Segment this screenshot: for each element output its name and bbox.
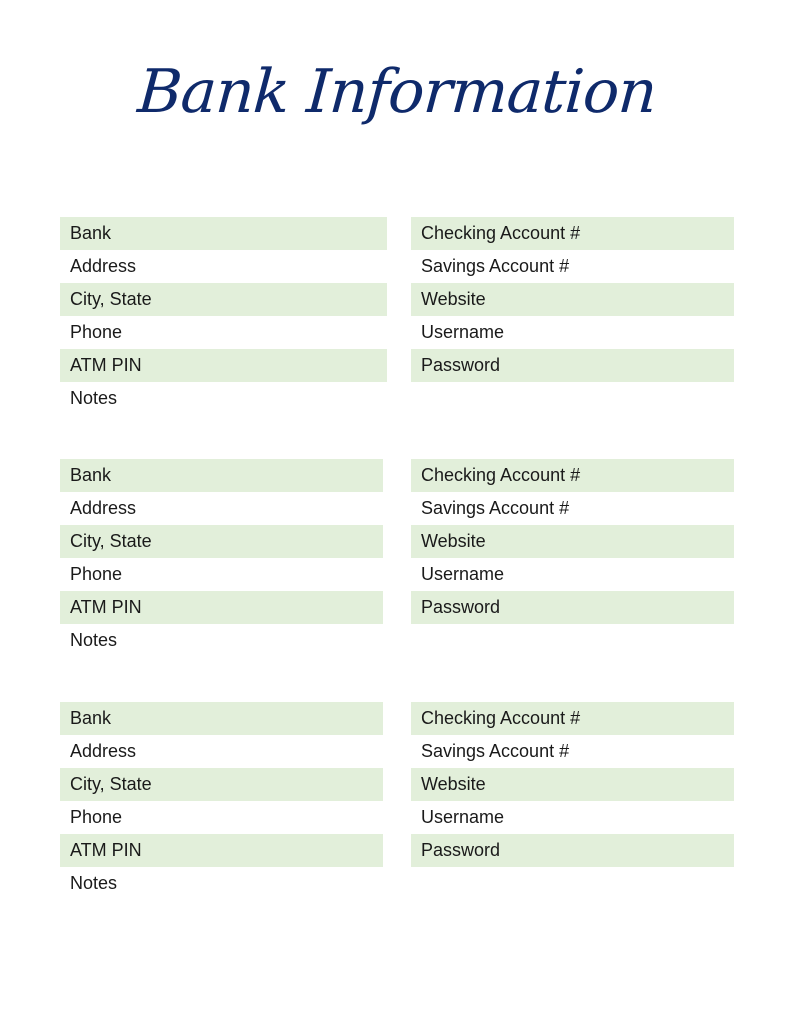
page-title: Bank Information bbox=[135, 57, 659, 127]
field-password[interactable]: Password bbox=[411, 349, 734, 382]
field-address[interactable]: Address bbox=[70, 256, 137, 276]
field-password[interactable]: Password bbox=[411, 834, 734, 867]
field-notes[interactable]: Notes bbox=[70, 873, 118, 893]
field-phone[interactable]: Phone bbox=[70, 564, 123, 584]
field-checking-account[interactable]: Checking Account # bbox=[411, 217, 734, 250]
field-notes[interactable]: Notes bbox=[70, 630, 118, 650]
field-address[interactable]: Address bbox=[70, 498, 137, 518]
field-savings-account[interactable]: Savings Account # bbox=[421, 498, 570, 518]
field-atm-pin[interactable]: ATM PIN bbox=[60, 349, 387, 382]
field-city-state[interactable]: City, State bbox=[60, 768, 383, 801]
bank-details-column bbox=[60, 217, 387, 415]
field-website[interactable]: Website bbox=[411, 525, 734, 558]
field-username[interactable]: Username bbox=[421, 564, 505, 584]
field-notes[interactable]: Notes bbox=[70, 388, 118, 408]
field-atm-pin[interactable]: ATM PIN bbox=[60, 591, 383, 624]
field-phone[interactable]: Phone bbox=[70, 322, 123, 342]
account-details-column bbox=[411, 702, 734, 867]
field-bank[interactable]: Bank bbox=[60, 702, 383, 735]
field-bank[interactable]: Bank bbox=[60, 459, 383, 492]
field-website[interactable]: Website bbox=[411, 283, 734, 316]
field-savings-account[interactable]: Savings Account # bbox=[421, 741, 570, 761]
field-savings-account[interactable]: Savings Account # bbox=[421, 256, 570, 276]
account-details-column bbox=[411, 217, 734, 382]
field-city-state[interactable]: City, State bbox=[60, 283, 387, 316]
field-checking-account[interactable]: Checking Account # bbox=[411, 459, 734, 492]
field-username[interactable]: Username bbox=[421, 322, 505, 342]
field-password[interactable]: Password bbox=[411, 591, 734, 624]
field-phone[interactable]: Phone bbox=[70, 807, 123, 827]
account-details-column bbox=[411, 459, 734, 624]
field-website[interactable]: Website bbox=[411, 768, 734, 801]
field-address[interactable]: Address bbox=[70, 741, 137, 761]
field-username[interactable]: Username bbox=[421, 807, 505, 827]
field-atm-pin[interactable]: ATM PIN bbox=[60, 834, 383, 867]
field-bank[interactable]: Bank bbox=[60, 217, 387, 250]
field-city-state[interactable]: City, State bbox=[60, 525, 383, 558]
field-checking-account[interactable]: Checking Account # bbox=[411, 702, 734, 735]
bank-details-column bbox=[60, 459, 383, 657]
bank-details-column bbox=[60, 702, 383, 900]
